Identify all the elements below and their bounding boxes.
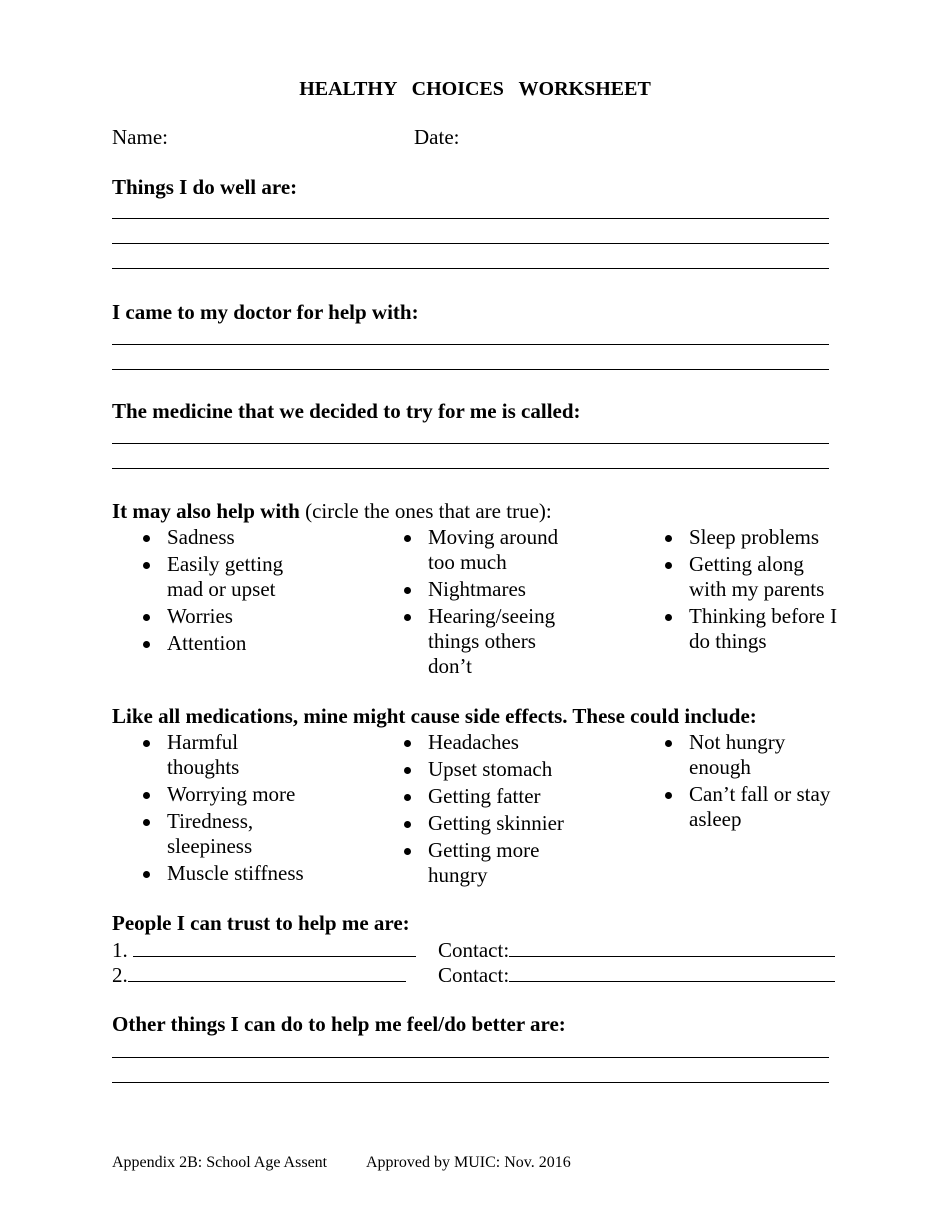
list-item[interactable]: Thinking before I do things bbox=[662, 604, 839, 654]
things-well-line-3[interactable] bbox=[112, 268, 829, 269]
other-things-heading: Other things I can do to help me feel/do better are: bbox=[112, 1012, 566, 1036]
list-item: Not hungry enough bbox=[662, 730, 799, 780]
list-item[interactable]: Attention bbox=[140, 631, 310, 656]
side-effects-heading: Like all medications, mine might cause side effects. These could include: bbox=[112, 704, 757, 728]
list-item: Getting skinnier bbox=[401, 811, 581, 836]
trust-number-1: 1. bbox=[112, 938, 133, 962]
contact-label-1: Contact: bbox=[438, 938, 510, 962]
contact-label-2: Contact: bbox=[438, 963, 510, 987]
came-for-help-heading: I came to my doctor for help with: bbox=[112, 300, 419, 324]
came-for-help-line-2[interactable] bbox=[112, 369, 829, 370]
things-well-line-1[interactable] bbox=[112, 218, 829, 219]
trust-row-1 bbox=[112, 936, 416, 963]
trust-heading: People I can trust to help me are: bbox=[112, 911, 410, 935]
list-item[interactable]: Easily getting mad or upset bbox=[140, 552, 307, 602]
may-help-bold: It may also help with bbox=[112, 499, 300, 523]
things-well-heading: Things I do well are: bbox=[112, 175, 298, 199]
side-effects-column-1 bbox=[140, 730, 320, 888]
medicine-heading: The medicine that we decided to try for me is called: bbox=[112, 399, 581, 423]
trust-row-2 bbox=[112, 961, 406, 988]
list-item[interactable]: Nightmares bbox=[401, 577, 581, 602]
benefits-column-1 bbox=[140, 525, 310, 658]
medicine-line-2[interactable] bbox=[112, 468, 829, 469]
trust-number-2: 2. bbox=[112, 963, 128, 987]
side-effects-column-3 bbox=[662, 730, 862, 834]
list-item: Can’t fall or stay asleep bbox=[662, 782, 849, 832]
list-item[interactable]: Getting along with my parents bbox=[662, 552, 839, 602]
footer-approved: Approved by MUIC: Nov. 2016 bbox=[366, 1154, 571, 1171]
other-things-line-1[interactable] bbox=[112, 1057, 829, 1058]
trust-contact-row-2 bbox=[438, 961, 835, 988]
list-item: Harmful thoughts bbox=[140, 730, 257, 780]
page-title: HEALTHY CHOICES WORKSHEET bbox=[299, 78, 651, 100]
list-item: Tiredness, sleepiness bbox=[140, 809, 277, 859]
list-item: Worrying more bbox=[140, 782, 320, 807]
trust-contact-row-1 bbox=[438, 936, 835, 963]
trust-name-field-1[interactable] bbox=[133, 936, 416, 957]
list-item: Muscle stiffness bbox=[140, 861, 320, 886]
list-item[interactable]: Moving around too much bbox=[401, 525, 573, 575]
list-item: Getting more hungry bbox=[401, 838, 553, 888]
list-item[interactable]: Worries bbox=[140, 604, 310, 629]
date-label: Date: bbox=[414, 125, 460, 149]
things-well-line-2[interactable] bbox=[112, 243, 829, 244]
list-item: Headaches bbox=[401, 730, 581, 755]
footer-appendix: Appendix 2B: School Age Assent bbox=[112, 1154, 328, 1171]
list-item: Getting fatter bbox=[401, 784, 581, 809]
benefits-column-2 bbox=[401, 525, 581, 681]
trust-name-field-2[interactable] bbox=[128, 961, 406, 982]
name-label: Name: bbox=[112, 125, 168, 149]
medicine-line-1[interactable] bbox=[112, 443, 829, 444]
benefits-column-3 bbox=[662, 525, 862, 656]
list-item[interactable]: Hearing/seeing things others don’t bbox=[401, 604, 568, 679]
list-item[interactable]: Sadness bbox=[140, 525, 310, 550]
may-help-heading bbox=[112, 499, 552, 524]
came-for-help-line-1[interactable] bbox=[112, 344, 829, 345]
list-item: Upset stomach bbox=[401, 757, 581, 782]
trust-contact-field-1[interactable] bbox=[509, 936, 835, 957]
may-help-note: (circle the ones that are true): bbox=[299, 499, 552, 523]
other-things-line-2[interactable] bbox=[112, 1082, 829, 1083]
trust-contact-field-2[interactable] bbox=[509, 961, 835, 982]
list-item[interactable]: Sleep problems bbox=[662, 525, 862, 550]
side-effects-column-2 bbox=[401, 730, 581, 890]
